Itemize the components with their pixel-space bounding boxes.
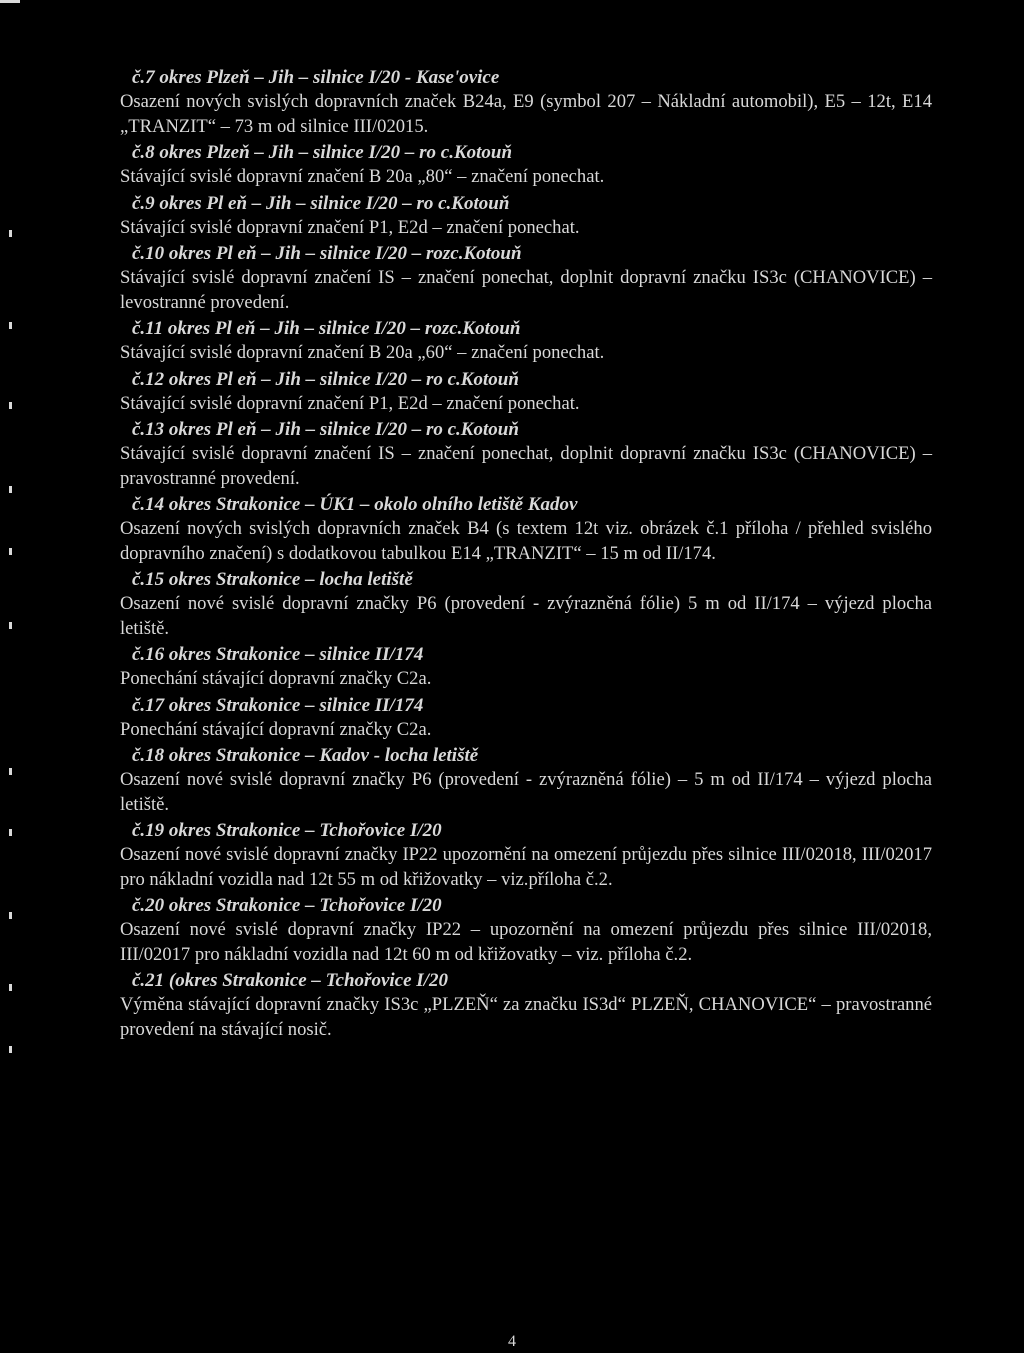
entry-9 [120,192,932,241]
entry-8 [120,141,932,190]
scan-margin-marks [0,0,20,1353]
entry-heading: č.21 (okres Strakonice – Tchořovice I/20 [132,970,448,991]
entry-text: Stávající svislé dopravní značení IS – značení ponechat, doplnit dopravní značku IS3c (CHANOVICE) – levostranné provedení. [120,267,932,313]
entry-heading: č.18 okres Strakonice – Kadov - locha letiště [132,745,479,766]
entry-19 [120,819,932,892]
entry-text: Ponechání stávající dopravní značky C2a. [120,718,432,740]
entry-21 [120,969,932,1042]
scan-mark [9,548,12,555]
entry-heading: č.14 okres Strakonice – ÚK1 – okolo olního letiště Kadov [132,494,578,515]
scan-mark [9,768,12,775]
entry-text: Stávající svislé dopravní značení P1, E2d – značení ponechat. [120,392,580,414]
scan-mark [9,402,12,409]
entry-heading: č.15 okres Strakonice – locha letiště [132,569,413,590]
scan-mark [9,829,12,836]
entry-14 [120,493,932,566]
entry-heading: č.9 okres Pl eň – Jih – silnice I/20 – ro c.Kotouň [132,192,510,214]
scan-mark [9,322,12,329]
entry-7 [120,66,932,139]
entry-text: Ponechání stávající dopravní značky C2a. [120,668,432,689]
scan-mark [9,230,12,237]
scan-mark [9,984,12,991]
entry-text: Osazení nové svislé dopravní značky IP22 – upozornění na omezení průjezdu přes silnice III/02018, III/02017 pro nákladní vozidla nad 12t 60 m od křižovatky – viz. příloha č.2. [120,919,932,965]
entry-17 [120,694,932,743]
scan-mark [9,1046,12,1053]
entry-heading: č.19 okres Strakonice – Tchořovice I/20 [132,820,442,841]
entry-text: Výměna stávající dopravní značky IS3c „PLZEŇ“ za značku IS3d“ PLZEŇ, CHANOVICE“ – pravostranné provedení na stávající nosič. [120,994,932,1040]
scan-mark [9,486,12,493]
entry-13 [120,418,932,491]
entry-heading: č.11 okres Pl eň – Jih – silnice I/20 – rozc.Kotouň [132,318,521,339]
entry-text: Stávající svislé dopravní značení B 20a „60“ – značení ponechat. [120,342,605,363]
entry-16 [120,643,932,692]
scan-mark [9,912,12,919]
entry-20 [120,894,932,967]
entry-text: Osazení nové svislé dopravní značky P6 (provedení - zvýrazněná fólie) – 5 m od II/174 – výjezd plocha letiště. [120,769,932,815]
entry-heading: č.10 okres Pl eň – Jih – silnice I/20 – rozc.Kotouň [132,243,522,264]
page-number: 4 [508,1333,516,1350]
entry-text: Osazení nových svislých dopravních značek B4 (s textem 12t viz. obrázek č.1 příloha / přehled svislého dopravního značení) s dodatkovou tabulkou E14 „TRANZIT“ – 15 m od II/174. [120,518,932,564]
entry-text: Osazení nové svislé dopravní značky IP22 upozornění na omezení průjezdu přes silnice III/02018, III/02017 pro nákladní vozidla nad 12t 55 m od křižovatky – viz.příloha č.2. [120,844,932,890]
entry-15 [120,568,932,641]
entry-18 [120,744,932,817]
entry-text: Osazení nové svislé dopravní značky P6 (provedení - zvýrazněná fólie) 5 m od II/174 – výjezd plocha letiště. [120,593,932,639]
entry-10 [120,242,932,315]
entry-text: Osazení nových svislých dopravních značek B24a, E9 (symbol 207 – Nákladní automobil), E5 – 12t, E14 „TRANZIT“ – 73 m od silnice III/02015. [120,91,932,137]
entry-text: Stávající svislé dopravní značení IS – značení ponechat, doplnit dopravní značku IS3c (CHANOVICE) – pravostranné provedení. [120,443,932,489]
scan-mark [9,622,12,629]
document-body [120,66,932,1044]
entry-text: Stávající svislé dopravní značení P1, E2d – značení ponechat. [120,216,580,238]
entry-heading: č.8 okres Plzeň – Jih – silnice I/20 – ro c.Kotouň [132,142,513,163]
entry-heading: č.13 okres Pl eň – Jih – silnice I/20 – ro c.Kotouň [132,419,519,440]
entry-heading: č.17 okres Strakonice – silnice II/174 [132,694,424,716]
entry-text: Stávající svislé dopravní značení B 20a „80“ – značení ponechat. [120,166,605,187]
entry-12 [120,368,932,417]
entry-heading: č.20 okres Strakonice – Tchořovice I/20 [132,895,442,916]
entry-heading: č.16 okres Strakonice – silnice II/174 [132,644,424,665]
entry-11 [120,317,932,366]
entry-heading: č.12 okres Pl eň – Jih – silnice I/20 – ro c.Kotouň [132,368,519,390]
entry-heading: č.7 okres Plzeň – Jih – silnice I/20 - Kase'ovice [132,67,500,88]
